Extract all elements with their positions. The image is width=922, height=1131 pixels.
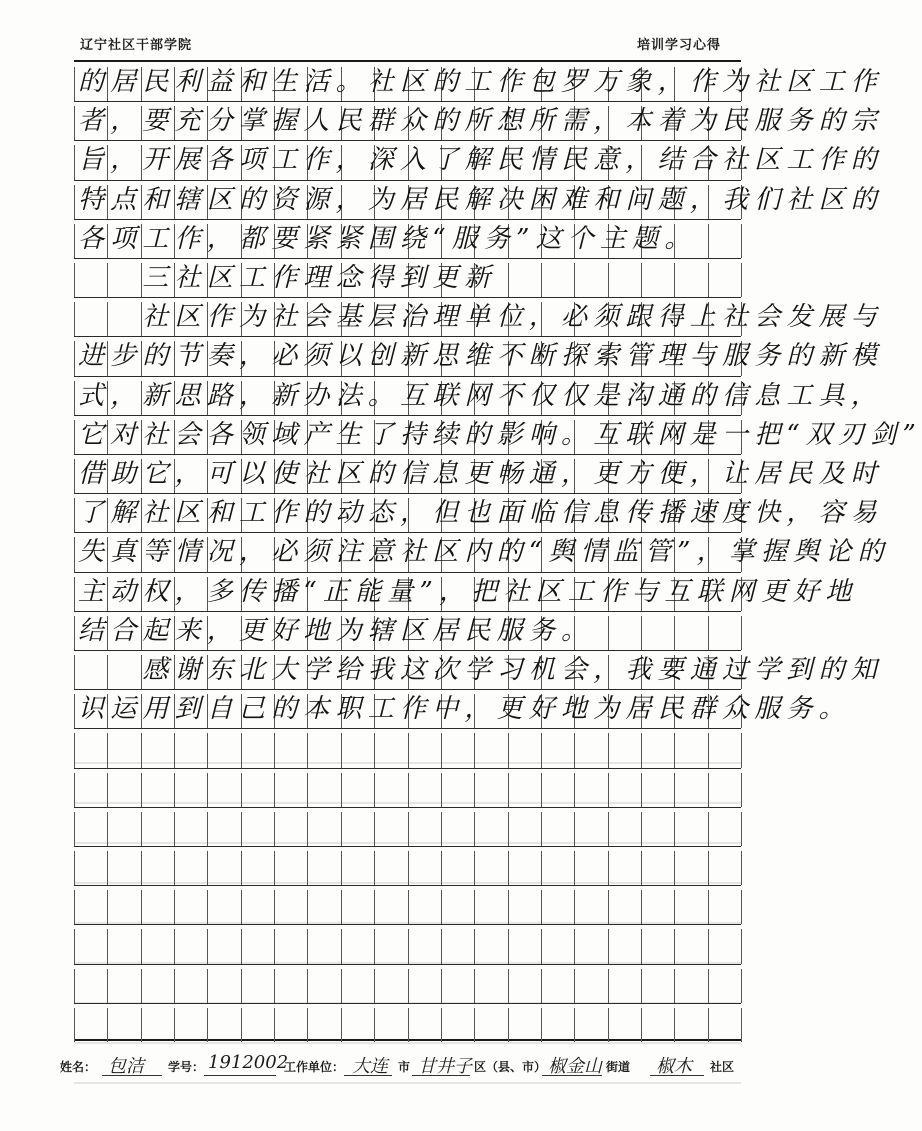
- grid-cell-divider: [341, 773, 342, 807]
- grid-row-line: [74, 258, 741, 259]
- grid-cell-divider: [374, 1008, 375, 1042]
- grid-cell-divider: [741, 969, 742, 1003]
- grid-cell-divider: [674, 1008, 675, 1042]
- essay-line: 的居民利益和生活。社区的工作包罗万象，作为社区工作: [78, 67, 884, 97]
- grid-row-line: [74, 219, 741, 220]
- grid-cell-divider: [541, 1008, 542, 1042]
- student-id-underline: [204, 1075, 276, 1076]
- grid-cell-divider: [674, 929, 675, 963]
- district-underline: [412, 1075, 470, 1076]
- name-underline: [102, 1075, 162, 1076]
- grid-cell-divider: [107, 733, 108, 767]
- grid-cell-divider: [74, 851, 75, 885]
- grid-cell-divider: [74, 263, 75, 297]
- grid-cell-divider: [608, 851, 609, 885]
- grid-row-line: [74, 180, 741, 181]
- grid-row-line: [74, 924, 741, 925]
- student-id-label: 学号：: [168, 1060, 205, 1074]
- grid-cell-divider: [307, 773, 308, 807]
- grid-cell-divider: [274, 733, 275, 767]
- essay-line: 社区作为社会基层治理单位，必须跟得上社会发展与: [78, 302, 884, 333]
- grid-cell-divider: [207, 969, 208, 1003]
- grid-cell-divider: [741, 773, 742, 807]
- grid-cell-divider: [141, 851, 142, 885]
- grid-cell-divider: [408, 812, 409, 846]
- grid-cell-divider: [374, 929, 375, 963]
- grid-cell-divider: [74, 733, 75, 767]
- grid-cell-divider: [441, 929, 442, 963]
- grid-cell-divider: [241, 733, 242, 767]
- grid-cell-divider: [174, 929, 175, 963]
- grid-cell-divider: [341, 890, 342, 924]
- grid-cell-divider: [207, 812, 208, 846]
- grid-cell-divider: [74, 224, 75, 258]
- grid-cell-divider: [141, 890, 142, 924]
- grid-row-line: [74, 415, 741, 416]
- grid-cell-divider: [474, 890, 475, 924]
- district-label: 区（县、市）: [474, 1060, 547, 1074]
- grid-cell-divider: [241, 773, 242, 807]
- grid-cell-divider: [107, 969, 108, 1003]
- city-underline: [344, 1075, 392, 1076]
- college-title: 辽宁社区干部学院: [80, 38, 193, 53]
- grid-cell-divider: [508, 733, 509, 767]
- essay-line: 识运用到自己的本职工作中，更好地为居民群众服务。: [78, 694, 851, 725]
- grid-cell-divider: [107, 929, 108, 963]
- grid-cell-divider: [641, 890, 642, 924]
- grid-cell-divider: [374, 773, 375, 807]
- grid-cell-divider: [641, 969, 642, 1003]
- grid-cell-divider: [274, 773, 275, 807]
- grid-cell-divider: [508, 851, 509, 885]
- grid-cell-divider: [74, 655, 75, 689]
- grid-cell-divider: [307, 890, 308, 924]
- grid-cell-divider: [341, 969, 342, 1003]
- grid-cell-divider: [474, 1008, 475, 1042]
- grid-cell-divider: [408, 929, 409, 963]
- grid-cell-divider: [74, 459, 75, 493]
- grid-cell-divider: [408, 851, 409, 885]
- grid-cell-divider: [574, 733, 575, 767]
- grid-cell-divider: [74, 616, 75, 650]
- grid-cell-divider: [608, 969, 609, 1003]
- grid-row-line: [74, 885, 741, 886]
- grid-cell-divider: [74, 890, 75, 924]
- grid-cell-divider: [307, 969, 308, 1003]
- grid-cell-divider: [241, 851, 242, 885]
- grid-cell-divider: [441, 812, 442, 846]
- grid-cell-divider: [608, 773, 609, 807]
- grid-cell-divider: [574, 773, 575, 807]
- essay-line: 结合起来，更好地为辖区居民服务。: [78, 615, 594, 646]
- grid-cell-divider: [441, 890, 442, 924]
- essay-line: 三社区工作理念得到更新: [78, 263, 497, 293]
- grid-cell-divider: [541, 773, 542, 807]
- grid-cell-divider: [708, 773, 709, 807]
- grid-cell-divider: [608, 1008, 609, 1042]
- grid-cell-divider: [141, 773, 142, 807]
- grid-cell-divider: [374, 733, 375, 767]
- grid-cell-divider: [174, 1008, 175, 1042]
- grid-row-line: [74, 532, 741, 533]
- grid-cell-divider: [508, 1008, 509, 1042]
- grid-cell-divider: [474, 929, 475, 963]
- grid-cell-divider: [641, 773, 642, 807]
- grid-row-line: [74, 1003, 741, 1004]
- page-header: [0, 0, 799, 58]
- grid-cell-divider: [574, 1008, 575, 1042]
- grid-cell-divider: [741, 851, 742, 885]
- grid-cell-divider: [107, 773, 108, 807]
- grid-cell-divider: [74, 537, 75, 571]
- grid-cell-divider: [408, 1008, 409, 1042]
- city-value: 大连: [352, 1056, 388, 1077]
- grid-cell-divider: [374, 851, 375, 885]
- grid-cell-divider: [74, 577, 75, 611]
- essay-line: 旨，开展各项工作，深入了解民情民意，结合社区工作的: [78, 145, 884, 176]
- grid-cell-divider: [174, 812, 175, 846]
- grid-cell-divider: [574, 929, 575, 963]
- grid-cell-divider: [74, 969, 75, 1003]
- grid-cell-divider: [508, 812, 509, 846]
- grid-cell-divider: [207, 851, 208, 885]
- grid-cell-divider: [441, 969, 442, 1003]
- grid-cell-divider: [674, 733, 675, 767]
- grid-cell-divider: [207, 773, 208, 807]
- grid-cell-divider: [574, 890, 575, 924]
- grid-cell-divider: [708, 890, 709, 924]
- grid-row-line: [74, 964, 741, 965]
- grid-cell-divider: [74, 929, 75, 963]
- grid-cell-divider: [174, 969, 175, 1003]
- grid-cell-divider: [508, 773, 509, 807]
- grid-cell-divider: [541, 890, 542, 924]
- grid-cell-divider: [608, 929, 609, 963]
- grid-cell-divider: [741, 224, 742, 258]
- grid-cell-divider: [708, 851, 709, 885]
- grid-cell-divider: [541, 733, 542, 767]
- grid-cell-divider: [274, 1008, 275, 1042]
- grid-cell-divider: [141, 929, 142, 963]
- grid-cell-divider: [741, 733, 742, 767]
- grid-cell-divider: [541, 851, 542, 885]
- grid-cell-divider: [674, 773, 675, 807]
- grid-row-line: [74, 807, 741, 808]
- grid-cell-divider: [541, 812, 542, 846]
- grid-cell-divider: [207, 733, 208, 767]
- grid-cell-divider: [441, 773, 442, 807]
- grid-cell-divider: [107, 1008, 108, 1042]
- essay-line: 失真等情况，必须注意社区内的“舆情监管”，掌握舆论的: [78, 537, 890, 568]
- grid-cell-divider: [107, 812, 108, 846]
- grid-cell-divider: [741, 929, 742, 963]
- grid-cell-divider: [74, 302, 75, 336]
- community-label: 社区: [710, 1060, 735, 1074]
- community-underline: [650, 1075, 704, 1076]
- grid-cell-divider: [274, 851, 275, 885]
- grid-cell-divider: [608, 812, 609, 846]
- grid-cell-divider: [474, 773, 475, 807]
- grid-cell-divider: [674, 851, 675, 885]
- grid-cell-divider: [608, 733, 609, 767]
- student-info-footer: [60, 1050, 760, 1078]
- grid-cell-divider: [74, 381, 75, 415]
- grid-cell-divider: [74, 420, 75, 454]
- grid-cell-divider: [307, 929, 308, 963]
- grid-cell-divider: [741, 263, 742, 297]
- grid-row-line: [74, 611, 741, 612]
- grid-cell-divider: [74, 498, 75, 532]
- grid-cell-divider: [474, 812, 475, 846]
- grid-cell-divider: [641, 851, 642, 885]
- grid-cell-divider: [741, 1008, 742, 1042]
- essay-line: 进步的节奏，必须以创新思维不断探索管理与服务的新模: [78, 341, 884, 372]
- grid-cell-divider: [541, 929, 542, 963]
- grid-cell-divider: [174, 851, 175, 885]
- grid-cell-divider: [241, 969, 242, 1003]
- student-id-value: 1912002: [208, 1052, 289, 1073]
- grid-cell-divider: [474, 733, 475, 767]
- grid-row-line: [74, 376, 741, 377]
- grid-row-line: [74, 297, 741, 298]
- community-value: 椒木: [656, 1056, 692, 1077]
- grid-cell-divider: [741, 890, 742, 924]
- grid-cell-divider: [307, 851, 308, 885]
- name-value: 包洁: [108, 1056, 144, 1077]
- grid-cell-divider: [408, 773, 409, 807]
- grid-cell-divider: [307, 1008, 308, 1042]
- document-type-title: 培训学习心得: [636, 38, 721, 53]
- grid-cell-divider: [441, 733, 442, 767]
- grid-cell-divider: [341, 851, 342, 885]
- grid-cell-divider: [141, 812, 142, 846]
- grid-cell-divider: [374, 890, 375, 924]
- grid-cell-divider: [541, 969, 542, 1003]
- grid-cell-divider: [574, 969, 575, 1003]
- grid-cell-divider: [708, 1008, 709, 1042]
- grid-cell-divider: [641, 812, 642, 846]
- grid-cell-divider: [574, 851, 575, 885]
- grid-cell-divider: [408, 969, 409, 1003]
- grid-row-line: [74, 689, 741, 690]
- grid-cell-divider: [641, 733, 642, 767]
- grid-cell-divider: [74, 185, 75, 219]
- grid-row-line: [74, 101, 741, 102]
- grid-cell-divider: [674, 812, 675, 846]
- grid-cell-divider: [574, 812, 575, 846]
- grid-cell-divider: [708, 929, 709, 963]
- work-unit-label: 工作单位：: [284, 1060, 345, 1074]
- grid-cell-divider: [474, 851, 475, 885]
- grid-cell-divider: [74, 67, 75, 101]
- grid-cell-divider: [174, 773, 175, 807]
- street-value: 椒金山: [548, 1056, 602, 1077]
- essay-line: 感谢东北大学给我这次学习机会，我要通过学到的知: [78, 655, 884, 685]
- grid-cell-divider: [107, 851, 108, 885]
- grid-cell-divider: [641, 1008, 642, 1042]
- grid-cell-divider: [641, 929, 642, 963]
- grid-cell-divider: [341, 929, 342, 963]
- grid-cell-divider: [374, 969, 375, 1003]
- grid-cell-divider: [708, 812, 709, 846]
- grid-row-line: [74, 454, 741, 455]
- grid-cell-divider: [508, 890, 509, 924]
- grid-row-line: [74, 728, 741, 729]
- grid-cell-divider: [207, 1008, 208, 1042]
- essay-line: 它对社会各领域产生了持续的影响。互联网是一把“双刃剑”: [78, 419, 922, 450]
- grid-cell-divider: [74, 145, 75, 179]
- grid-cell-divider: [174, 733, 175, 767]
- grid-cell-divider: [674, 890, 675, 924]
- grid-cell-divider: [341, 733, 342, 767]
- city-label: 市: [398, 1060, 411, 1074]
- grid-cell-divider: [74, 341, 75, 375]
- grid-cell-divider: [508, 929, 509, 963]
- grid-cell-divider: [274, 929, 275, 963]
- essay-line: 者，要充分掌握人民群众的所想所需，本着为民服务的宗: [78, 106, 884, 137]
- grid-cell-divider: [241, 890, 242, 924]
- grid-cell-divider: [708, 969, 709, 1003]
- grid-cell-divider: [274, 890, 275, 924]
- grid-row-line: [74, 650, 741, 651]
- grid-cell-divider: [74, 812, 75, 846]
- grid-row-line: [74, 572, 741, 573]
- grid-cell-divider: [174, 890, 175, 924]
- grid-cell-divider: [341, 1008, 342, 1042]
- grid-cell-divider: [141, 1008, 142, 1042]
- grid-cell-divider: [74, 106, 75, 140]
- grid-cell-divider: [241, 812, 242, 846]
- grid-cell-divider: [307, 812, 308, 846]
- grid-row-line: [74, 336, 741, 337]
- grid-cell-divider: [107, 890, 108, 924]
- grid-row-line: [74, 140, 741, 141]
- grid-cell-divider: [207, 890, 208, 924]
- grid-cell-divider: [341, 812, 342, 846]
- grid-cell-divider: [74, 694, 75, 728]
- grid-cell-divider: [207, 929, 208, 963]
- grid-cell-divider: [674, 969, 675, 1003]
- grid-cell-divider: [608, 890, 609, 924]
- grid-cell-divider: [408, 890, 409, 924]
- grid-row-line: [74, 493, 741, 494]
- grid-paper: [74, 60, 922, 1041]
- grid-cell-divider: [408, 733, 409, 767]
- grid-cell-divider: [307, 733, 308, 767]
- grid-cell-divider: [141, 969, 142, 1003]
- grid-cell-divider: [374, 812, 375, 846]
- essay-line: 特点和辖区的资源，为居民解决困难和问题，我们社区的: [78, 184, 884, 215]
- grid-row-line: [74, 846, 741, 847]
- name-label: 姓名：: [60, 1060, 97, 1074]
- grid-cell-divider: [74, 1008, 75, 1042]
- grid-cell-divider: [708, 733, 709, 767]
- grid-cell-divider: [274, 969, 275, 1003]
- street-label: 街道: [606, 1060, 631, 1074]
- grid-cell-divider: [241, 929, 242, 963]
- grid-cell-divider: [274, 812, 275, 846]
- essay-line: 借助它，可以使社区的信息更畅通，更方便，让居民及时: [78, 459, 884, 489]
- essay-line: 主动权，多传播“正能量”，把社区工作与互联网更好地: [78, 576, 858, 607]
- grid-cell-divider: [141, 733, 142, 767]
- grid-cell-divider: [741, 812, 742, 846]
- district-value: 甘井子: [418, 1056, 472, 1077]
- grid-cell-divider: [441, 1008, 442, 1042]
- essay-line: 各项工作，都要紧紧围绕“服务”这个主题。: [78, 223, 697, 254]
- grid-cell-divider: [508, 969, 509, 1003]
- essay-line: 了解社区和工作的动态，但也面临信息传播速度快，容易: [78, 498, 884, 529]
- grid-cell-divider: [474, 969, 475, 1003]
- grid-cell-divider: [741, 616, 742, 650]
- grid-cell-divider: [241, 1008, 242, 1042]
- essay-line: 式，新思路，新办法。互联网不仅仅是沟通的信息工具，: [78, 380, 884, 411]
- grid-row-line: [74, 768, 741, 769]
- grid-cell-divider: [441, 851, 442, 885]
- grid-cell-divider: [74, 773, 75, 807]
- street-underline: [542, 1075, 602, 1076]
